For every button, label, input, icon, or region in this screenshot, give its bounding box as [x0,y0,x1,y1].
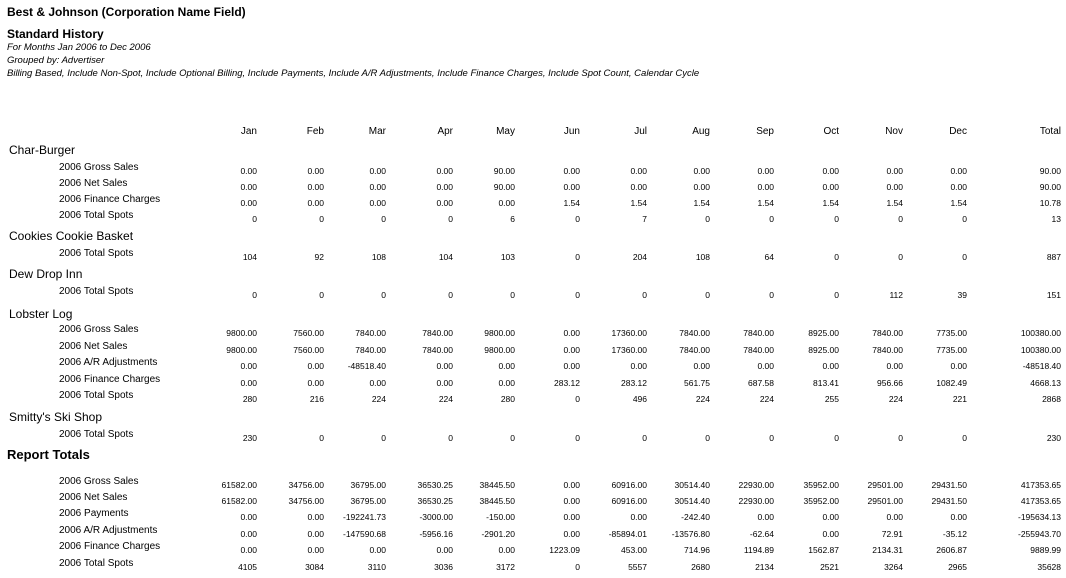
cell-nov: 0.00 [886,166,903,176]
cell-nov: 224 [888,394,903,404]
cell-total: 230 [1046,433,1061,443]
table-row [0,541,1066,557]
cell-may: 6 [510,214,515,224]
cell-nov: 0.00 [886,512,903,522]
cell-jul: 60916.00 [611,496,647,506]
cell-sep: -62.64 [749,529,774,539]
advertiser-name: Lobster Log [9,307,73,321]
cell-mar: 108 [371,252,386,262]
report-options: Billing Based, Include Non-Spot, Include Optional Billing, Include Payments, Include A/R Adjustments, Include Finance Charges, Include Spot Count, Calendar Cycle [7,68,700,79]
cell-oct: 0.00 [822,361,839,371]
cell-aug: 7840.00 [679,345,710,355]
cell-oct: 0.00 [822,512,839,522]
cell-jan: 230 [242,433,257,443]
cell-oct: 0 [834,252,839,262]
report-totals-title: Report Totals [7,447,90,462]
cell-apr: 0.00 [436,378,453,388]
cell-jan: 0.00 [240,512,257,522]
column-header-may: May [496,126,515,137]
cell-jan: 0.00 [240,198,257,208]
cell-jan: 0.00 [240,529,257,539]
cell-nov: 29501.00 [867,480,903,490]
cell-sep: 0.00 [757,361,774,371]
cell-jul: 17360.00 [611,345,647,355]
cell-apr: 0 [448,214,453,224]
cell-jun: 1.54 [563,198,580,208]
cell-dec: 2965 [948,562,967,572]
cell-may: 0.00 [498,361,515,371]
cell-jan: 0 [252,290,257,300]
cell-sep: 22930.00 [738,480,774,490]
cell-oct: 0.00 [822,166,839,176]
cell-jun: 1223.09 [549,545,580,555]
table-row [0,194,1066,210]
cell-sep: 64 [764,252,774,262]
cell-may: 103 [500,252,515,262]
cell-dec: 29431.50 [931,480,967,490]
cell-nov: 72.91 [881,529,903,539]
cell-oct: 8925.00 [808,328,839,338]
cell-may: -2901.20 [481,529,515,539]
cell-apr: 7840.00 [422,345,453,355]
cell-feb: 0.00 [307,166,324,176]
cell-may: 0 [510,290,515,300]
cell-may: 9800.00 [484,345,515,355]
cell-dec: 0 [962,433,967,443]
row-label: 2006 A/R Adjustments [59,525,158,536]
row-label: 2006 Gross Sales [59,162,139,173]
row-label: 2006 Net Sales [59,178,128,189]
row-label: 2006 Total Spots [59,210,134,221]
table-row [0,390,1066,406]
cell-jan: 0.00 [240,182,257,192]
cell-dec: 0.00 [950,166,967,176]
table-row [0,558,1066,574]
cell-dec: 7735.00 [936,345,967,355]
column-header-jun: Jun [563,126,580,137]
cell-mar: 0 [381,214,386,224]
cell-jan: 0.00 [240,361,257,371]
cell-mar: 0 [381,433,386,443]
column-header-feb: Feb [306,126,324,137]
cell-dec: 0.00 [950,361,967,371]
cell-total: 100380.00 [1020,345,1061,355]
cell-jun: 0 [575,214,580,224]
cell-dec: 7735.00 [936,328,967,338]
cell-sep: 2134 [755,562,774,572]
cell-apr: 0 [448,290,453,300]
cell-mar: 7840.00 [355,345,386,355]
month-column-headers [0,126,1066,140]
cell-mar: 0.00 [369,378,386,388]
cell-jan: 0.00 [240,166,257,176]
cell-oct: 0 [834,214,839,224]
cell-may: 0.00 [498,198,515,208]
cell-total: -195634.13 [1017,512,1061,522]
cell-total: 2868 [1042,394,1061,404]
cell-may: 280 [500,394,515,404]
cell-jun: 0 [575,433,580,443]
cell-oct: 813.41 [813,378,839,388]
row-label: 2006 Gross Sales [59,324,139,335]
cell-jan: 104 [242,252,257,262]
table-row [0,248,1066,264]
cell-dec: 0.00 [950,512,967,522]
table-row [0,324,1066,340]
column-header-oct: Oct [823,126,839,137]
cell-dec: -35.12 [942,529,967,539]
cell-jun: 0 [575,290,580,300]
cell-jun: 0 [575,394,580,404]
cell-aug: 224 [695,394,710,404]
row-label: 2006 A/R Adjustments [59,357,158,368]
cell-jun: 0.00 [563,512,580,522]
cell-aug: 561.75 [684,378,710,388]
cell-jul: 453.00 [621,545,647,555]
cell-aug: 0.00 [693,182,710,192]
column-header-jan: Jan [240,126,257,137]
cell-jul: 1.54 [630,198,647,208]
cell-total: 151 [1046,290,1061,300]
cell-jul: 0.00 [630,182,647,192]
cell-mar: 0.00 [369,166,386,176]
cell-nov: 1.54 [886,198,903,208]
cell-dec: 0 [962,252,967,262]
cell-aug: 1.54 [693,198,710,208]
cell-jul: 204 [632,252,647,262]
cell-may: 0 [510,433,515,443]
cell-apr: 36530.25 [417,480,453,490]
cell-sep: 0 [769,433,774,443]
cell-jan: 0.00 [240,378,257,388]
cell-aug: 30514.40 [674,480,710,490]
column-header-total: Total [1039,126,1061,137]
cell-nov: 2134.31 [872,545,903,555]
cell-sep: 0.00 [757,166,774,176]
row-label: 2006 Total Spots [59,429,134,440]
row-label: 2006 Total Spots [59,248,134,259]
cell-apr: 0.00 [436,361,453,371]
cell-feb: 7560.00 [293,345,324,355]
cell-dec: 1082.49 [936,378,967,388]
cell-jul: 283.12 [621,378,647,388]
cell-oct: 35952.00 [803,480,839,490]
row-label: 2006 Total Spots [59,286,134,297]
cell-oct: 0 [834,290,839,300]
cell-feb: 0.00 [307,529,324,539]
cell-mar: 224 [371,394,386,404]
cell-oct: 255 [824,394,839,404]
cell-oct: 0.00 [822,529,839,539]
advertiser-name: Char-Burger [9,143,76,157]
cell-jul: 496 [632,394,647,404]
cell-sep: 1194.89 [743,545,774,555]
cell-sep: 1.54 [757,198,774,208]
cell-aug: 714.96 [684,545,710,555]
cell-jul: 60916.00 [611,480,647,490]
cell-jun: 0.00 [563,361,580,371]
row-label: 2006 Finance Charges [59,541,161,552]
cell-oct: 1562.87 [808,545,839,555]
cell-apr: 0.00 [436,182,453,192]
cell-may: 3172 [496,562,515,572]
column-header-nov: Nov [885,126,903,137]
cell-total: 90.00 [1039,166,1061,176]
cell-jan: 280 [242,394,257,404]
cell-apr: 0.00 [436,198,453,208]
cell-feb: 34756.00 [288,496,324,506]
cell-total: 10.78 [1039,198,1061,208]
cell-aug: 0.00 [693,361,710,371]
cell-sep: 0 [769,214,774,224]
table-row [0,178,1066,194]
cell-total: 417353.65 [1020,480,1061,490]
table-row [0,341,1066,357]
cell-sep: 224 [759,394,774,404]
cell-jul: 0.00 [630,166,647,176]
cell-jul: 7 [642,214,647,224]
cell-aug: 0 [705,433,710,443]
cell-jun: 0.00 [563,480,580,490]
cell-oct: 8925.00 [808,345,839,355]
cell-apr: 0.00 [436,545,453,555]
report-grouping: Grouped by: Advertiser [7,55,105,66]
cell-aug: 108 [695,252,710,262]
cell-nov: 3264 [884,562,903,572]
cell-may: 90.00 [493,182,515,192]
column-header-sep: Sep [756,126,774,137]
cell-may: 90.00 [493,166,515,176]
cell-may: 38445.50 [479,496,515,506]
cell-aug: -242.40 [681,512,710,522]
cell-jun: 0.00 [563,496,580,506]
cell-jan: 9800.00 [226,345,257,355]
cell-feb: 7560.00 [293,328,324,338]
table-row [0,476,1066,492]
row-label: 2006 Finance Charges [59,374,161,385]
cell-nov: 0.00 [886,182,903,192]
cell-dec: 29431.50 [931,496,967,506]
cell-dec: 39 [957,290,967,300]
cell-total: 417353.65 [1020,496,1061,506]
cell-jan: 61582.00 [221,480,257,490]
cell-feb: 0 [319,214,324,224]
cell-apr: 224 [438,394,453,404]
cell-sep: 7840.00 [743,345,774,355]
cell-jun: 0.00 [563,328,580,338]
cell-oct: 2521 [820,562,839,572]
cell-mar: -147590.68 [342,529,386,539]
cell-feb: 0 [319,290,324,300]
column-header-apr: Apr [437,126,453,137]
cell-aug: 2680 [691,562,710,572]
column-header-mar: Mar [368,126,386,137]
row-label: 2006 Finance Charges [59,194,161,205]
row-label: 2006 Total Spots [59,558,134,569]
cell-jan: 61582.00 [221,496,257,506]
cell-nov: 7840.00 [872,345,903,355]
cell-feb: 0.00 [307,182,324,192]
cell-nov: 112 [889,290,903,300]
cell-mar: 0.00 [369,545,386,555]
table-row [0,286,1066,302]
cell-aug: 0.00 [693,166,710,176]
cell-sep: 687.58 [748,378,774,388]
cell-sep: 22930.00 [738,496,774,506]
cell-apr: 36530.25 [417,496,453,506]
cell-nov: 0 [898,252,903,262]
cell-feb: 0.00 [307,545,324,555]
cell-nov: 0 [898,214,903,224]
cell-dec: 0.00 [950,182,967,192]
cell-dec: 1.54 [950,198,967,208]
cell-jul: 0 [642,433,647,443]
cell-mar: -192241.73 [342,512,386,522]
cell-mar: 36795.00 [350,496,386,506]
table-row [0,357,1066,373]
cell-nov: 29501.00 [867,496,903,506]
cell-jan: 9800.00 [226,328,257,338]
cell-mar: 0 [381,290,386,300]
cell-total: -255943.70 [1017,529,1061,539]
row-label: 2006 Payments [59,508,129,519]
cell-oct: 0 [834,433,839,443]
cell-dec: 221 [952,394,967,404]
cell-jun: 0.00 [563,166,580,176]
cell-jul: -85894.01 [608,529,647,539]
table-row [0,492,1066,508]
table-row [0,508,1066,524]
row-label: 2006 Gross Sales [59,476,139,487]
row-label: 2006 Net Sales [59,492,128,503]
cell-may: 9800.00 [484,328,515,338]
cell-oct: 1.54 [822,198,839,208]
row-label: 2006 Net Sales [59,341,128,352]
cell-aug: -13576.80 [671,529,710,539]
cell-total: 90.00 [1039,182,1061,192]
cell-apr: 104 [438,252,453,262]
cell-feb: 0.00 [307,361,324,371]
cell-sep: 7840.00 [743,328,774,338]
cell-apr: -3000.00 [419,512,453,522]
cell-jun: 0.00 [563,345,580,355]
cell-dec: 2606.87 [936,545,967,555]
cell-jul: 0.00 [630,512,647,522]
cell-jun: 0.00 [563,182,580,192]
table-row [0,525,1066,541]
cell-jul: 17360.00 [611,328,647,338]
advertiser-name: Dew Drop Inn [9,267,83,281]
cell-dec: 0 [962,214,967,224]
cell-mar: 36795.00 [350,480,386,490]
cell-jul: 0.00 [630,361,647,371]
cell-feb: 0.00 [307,512,324,522]
column-header-aug: Aug [692,126,710,137]
cell-feb: 0.00 [307,378,324,388]
cell-feb: 3084 [305,562,324,572]
cell-total: 9889.99 [1030,545,1061,555]
cell-jan: 0 [252,214,257,224]
table-row [0,162,1066,178]
cell-jun: 0 [575,562,580,572]
cell-mar: 0.00 [369,198,386,208]
corporation-name: Best & Johnson (Corporation Name Field) [7,5,246,19]
advertiser-name: Cookies Cookie Basket [9,229,134,243]
cell-apr: 3036 [434,562,453,572]
cell-may: 0.00 [498,545,515,555]
cell-apr: -5956.16 [419,529,453,539]
cell-mar: 0.00 [369,182,386,192]
cell-jul: 0 [642,290,647,300]
cell-feb: 0.00 [307,198,324,208]
column-header-jul: Jul [634,126,647,137]
cell-feb: 92 [314,252,324,262]
cell-aug: 30514.40 [674,496,710,506]
cell-feb: 34756.00 [288,480,324,490]
cell-sep: 0.00 [757,512,774,522]
cell-total: 35628 [1037,562,1061,572]
cell-feb: 216 [309,394,324,404]
advertiser-name: Smitty's Ski Shop [9,410,102,424]
cell-nov: 0.00 [886,361,903,371]
table-row [0,210,1066,226]
cell-oct: 0.00 [822,182,839,192]
row-label: 2006 Total Spots [59,390,134,401]
cell-total: 4668.13 [1030,378,1061,388]
cell-aug: 0 [705,290,710,300]
cell-jul: 5557 [628,562,647,572]
cell-jan: 0.00 [240,545,257,555]
cell-sep: 0.00 [757,182,774,192]
cell-mar: 7840.00 [355,328,386,338]
cell-may: 38445.50 [479,480,515,490]
cell-total: -48518.40 [1022,361,1061,371]
cell-mar: 3110 [367,562,386,572]
cell-aug: 0 [705,214,710,224]
cell-aug: 7840.00 [679,328,710,338]
cell-nov: 956.66 [877,378,903,388]
column-header-dec: Dec [949,126,967,137]
table-row [0,374,1066,390]
cell-jun: 283.12 [554,378,580,388]
cell-mar: -48518.40 [347,361,386,371]
cell-apr: 0 [448,433,453,443]
cell-total: 13 [1051,214,1061,224]
cell-jun: 0.00 [563,529,580,539]
cell-may: -150.00 [486,512,515,522]
cell-total: 887 [1046,252,1061,262]
cell-feb: 0 [319,433,324,443]
cell-may: 0.00 [498,378,515,388]
cell-sep: 0 [769,290,774,300]
cell-apr: 0.00 [436,166,453,176]
cell-apr: 7840.00 [422,328,453,338]
report-title: Standard History [7,27,104,41]
table-row [0,429,1066,445]
cell-nov: 7840.00 [872,328,903,338]
cell-oct: 35952.00 [803,496,839,506]
cell-nov: 0 [898,433,903,443]
cell-jun: 0 [575,252,580,262]
cell-jan: 4105 [238,562,257,572]
cell-total: 100380.00 [1020,328,1061,338]
report-period: For Months Jan 2006 to Dec 2006 [7,42,151,53]
